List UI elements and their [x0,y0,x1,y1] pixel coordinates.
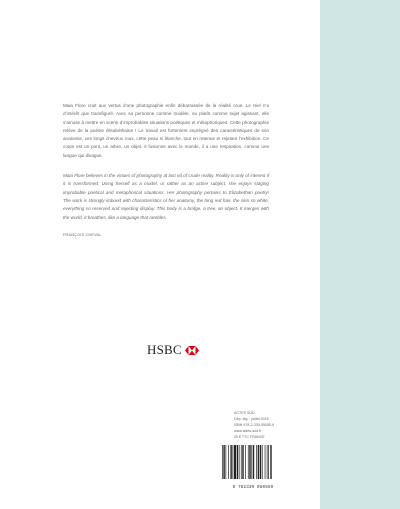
barcode-bars [218,443,288,483]
cover-text-block [63,102,269,237]
publication-info [234,410,288,440]
legal-deposit: Dép. lég. : juillet 2015 [234,417,269,422]
sponsor-logo [147,343,207,357]
publisher-name: ACTES SUD [234,411,255,415]
cover-spine-band [320,0,400,509]
publisher-website: www.actes-sud.fr [234,429,262,434]
english-description: Maia Flore believes in the virtues of photography at last rid of crude reality. Reality is only of interest if it is transformed. Using herself as a model, or rather as an active subject, she enjoys staging improbable poetical and metaphorical situations. Her photography pertains to Elizabethan poetry! The work is strongly imbued with characteristics of her anatomy, the long red hair, the skin so white, everything so reserved and rejecting display. This body is a bridge, a tree, an object. It merges with the world, it breathes, like a language that rambles. [63,173,269,220]
sponsor-wordmark: HSBC [147,342,182,357]
french-description: Maia Flore croit aux vertus d’une photographie enfin débarrassée de la réalité crue. Le réel n’a d’intérêt que transfiguré. Avec sa personne comme modèle, ou plutôt comme sujet agissant, elle s’amuse à mettre en scène d’improbables situations poétiques et métaphoriques. Cette photographie relève de la poésie élisabéthaine ! Le travail est fortement imprégné des caractéristiques de son anatomie, ces longs cheveux roux, cette peau si blanche, tout en retenue et rejetant l’exhibition. Ce corps est un pont, un arbre, un objet. Il fusionne avec le monde, il a une respiration, comme une langue qui divague. [63,103,269,158]
isbn: ISBN 978-2-330-05055-9 [234,423,275,428]
author-name: FRANÇOIS CHEVAL [63,232,102,237]
barcode-digits: 9 782330 050559 [232,486,274,490]
price: 20 € TTC FRANCE [234,435,265,440]
hsbc-hexagon-icon [185,346,199,355]
isbn-barcode [218,443,288,490]
